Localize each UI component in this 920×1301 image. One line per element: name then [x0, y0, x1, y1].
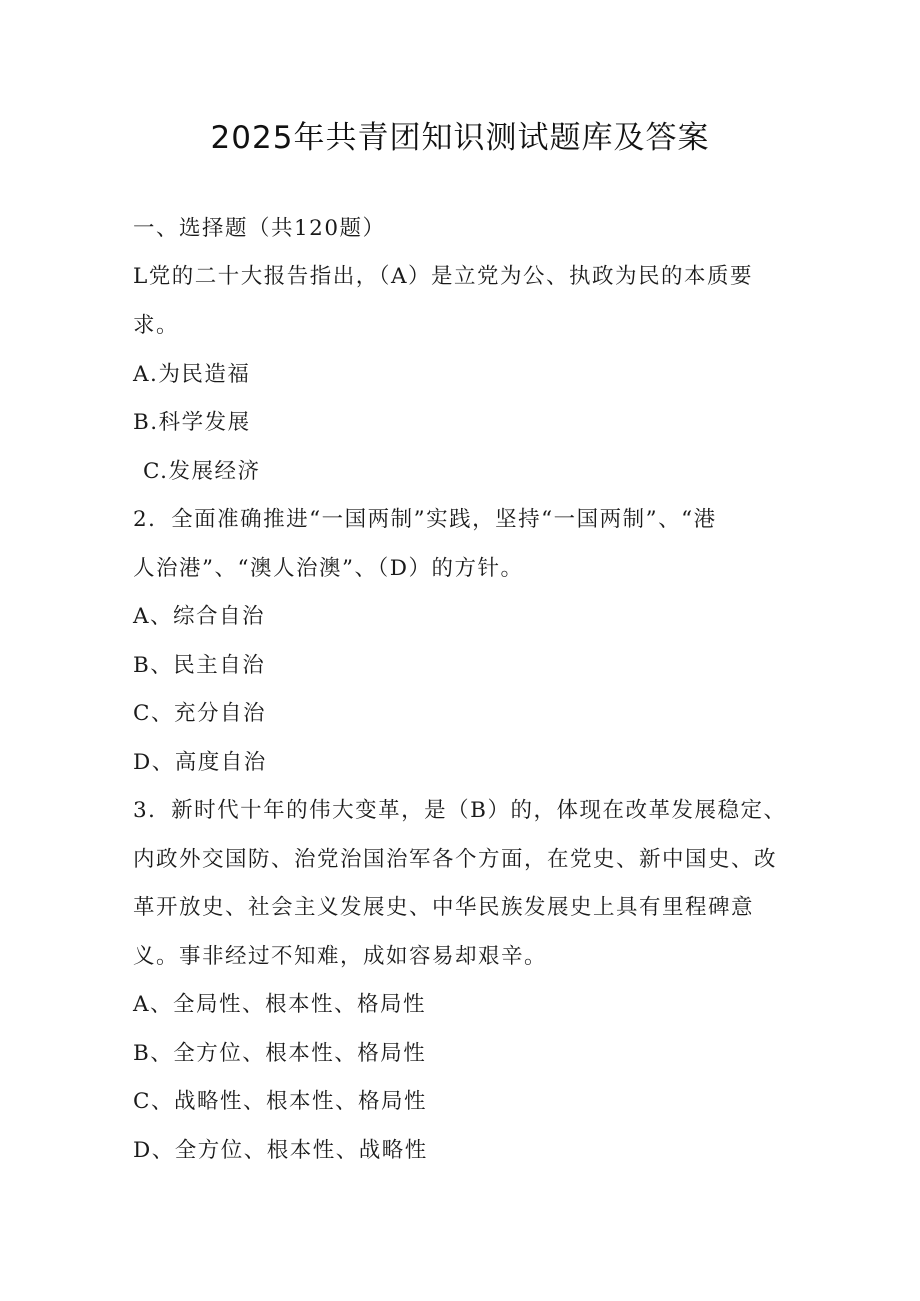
document-title: 2025年共青团知识测试题库及答案 — [210, 120, 710, 156]
section-heading: 一、选择题（共120题） — [133, 216, 386, 241]
question-2-option-d: D、高度自治 — [133, 750, 267, 775]
question-1-option-b: B.科学发展 — [133, 410, 251, 435]
question-1-stem-line-1: L党的二十大报告指出，（A）是立党为公、执政为民的本质要 — [133, 264, 754, 289]
question-2-option-c: C、充分自治 — [133, 701, 266, 726]
question-2-stem-line-2: 人治港”、“澳人治澳”、（D）的方针。 — [133, 556, 524, 581]
question-3-option-b: B、全方位、根本性、格局性 — [133, 1041, 427, 1066]
question-1-option-c: C.发展经济 — [143, 459, 261, 484]
question-2-option-a: A、综合自治 — [133, 604, 266, 629]
question-2-option-b: B、民主自治 — [133, 653, 266, 678]
question-3-stem-line-4: 义。事非经过不知难，成如容易却艰辛。 — [133, 944, 548, 969]
question-2-stem-line-1: 2．全面准确推进“一国两制”实践，坚持“一国两制”、“港 — [133, 507, 717, 532]
question-3-stem-line-2: 内政外交国防、治党治国治军各个方面，在党史、新中国史、改 — [133, 847, 778, 872]
question-3-stem-line-1: 3．新时代十年的伟大变革，是（B）的，体现在改革发展稳定、 — [133, 798, 787, 823]
question-3-option-d: D、全方位、根本性、战略性 — [133, 1138, 428, 1163]
question-3-stem-line-3: 革开放史、社会主义发展史、中华民族发展史上具有里程碑意 — [133, 895, 755, 920]
question-3-option-a: A、全局性、根本性、格局性 — [133, 992, 427, 1017]
question-1-stem-line-2: 求。 — [133, 313, 180, 338]
question-3-option-c: C、战略性、根本性、格局性 — [133, 1089, 427, 1114]
question-1-option-a: A.为民造福 — [133, 362, 251, 387]
